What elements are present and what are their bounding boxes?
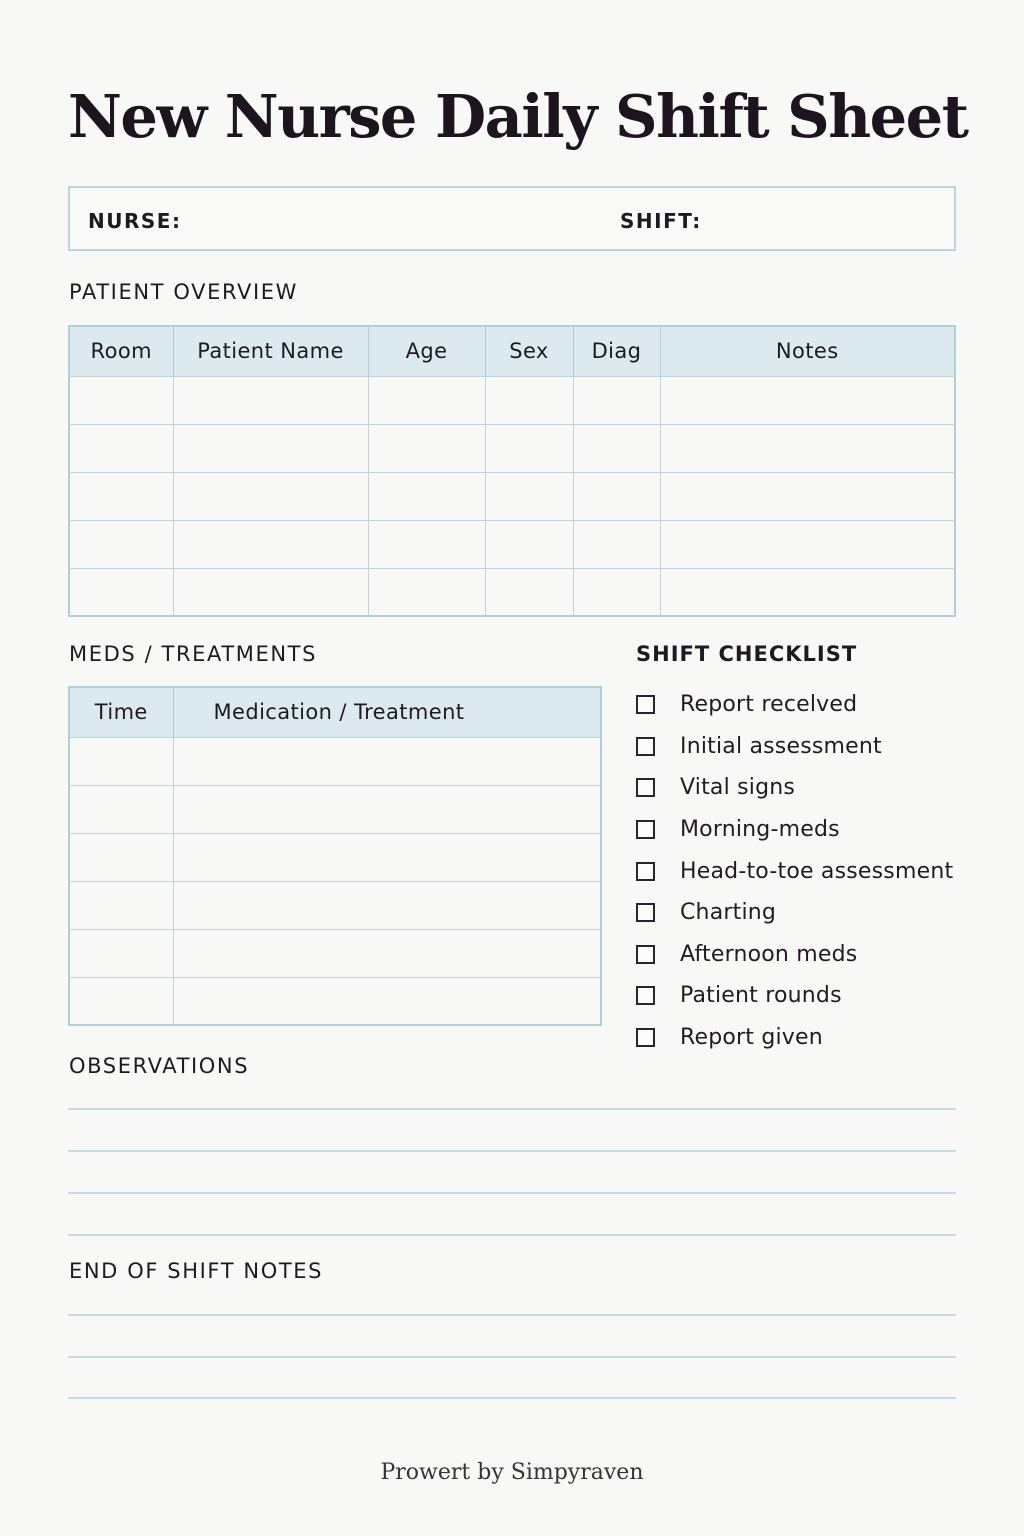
table-cell[interactable] [660, 472, 955, 520]
table-cell[interactable] [173, 977, 601, 1025]
checkbox[interactable] [636, 695, 655, 714]
table-cell[interactable] [573, 520, 660, 568]
table-cell[interactable] [69, 568, 173, 616]
checklist-item-label: Morning-meds [680, 817, 840, 843]
column-header: Patient Name [173, 326, 368, 376]
table-cell[interactable] [69, 376, 173, 424]
table-cell[interactable] [660, 520, 955, 568]
nurse-label: NURSE: [88, 209, 182, 233]
table-cell[interactable] [173, 424, 368, 472]
table-cell[interactable] [173, 737, 601, 785]
table-row [69, 737, 601, 785]
page-title: New Nurse Daily Shift Sheet [68, 82, 968, 151]
table-cell[interactable] [69, 881, 173, 929]
table-row [69, 376, 955, 424]
table-cell[interactable] [660, 568, 955, 616]
patient-overview-table [68, 325, 956, 617]
observations-line[interactable] [68, 1234, 956, 1236]
checkbox[interactable] [636, 820, 655, 839]
observations-line[interactable] [68, 1192, 956, 1194]
table-cell[interactable] [368, 424, 485, 472]
checklist-item[interactable] [636, 684, 953, 726]
table-cell[interactable] [368, 520, 485, 568]
table-cell[interactable] [69, 472, 173, 520]
table-cell[interactable] [173, 785, 601, 833]
table-cell[interactable] [573, 472, 660, 520]
checklist-heading: SHIFT CHECKLIST [636, 642, 858, 666]
column-header: Sex [485, 326, 573, 376]
checkbox[interactable] [636, 986, 655, 1005]
checklist-item[interactable] [636, 809, 953, 851]
checklist-item[interactable] [636, 850, 953, 892]
table-cell[interactable] [69, 520, 173, 568]
column-header: Room [69, 326, 173, 376]
table-cell[interactable] [485, 568, 573, 616]
column-header: Age [368, 326, 485, 376]
table-cell[interactable] [173, 929, 601, 977]
checklist-item[interactable] [636, 1017, 953, 1059]
column-header: Notes [660, 326, 955, 376]
table-cell[interactable] [173, 568, 368, 616]
table-header-row [69, 326, 955, 376]
table-cell[interactable] [660, 424, 955, 472]
checklist-item-label: Afternoon meds [680, 941, 858, 967]
end-of-shift-heading: END OF SHIFT NOTES [69, 1259, 324, 1283]
checkbox[interactable] [636, 737, 655, 756]
table-row [69, 472, 955, 520]
observations-line[interactable] [68, 1150, 956, 1152]
checklist-item[interactable] [636, 726, 953, 768]
meds-heading: MEDS / TREATMENTS [69, 642, 318, 666]
table-cell[interactable] [573, 568, 660, 616]
table-cell[interactable] [69, 977, 173, 1025]
observations-heading: OBSERVATIONS [69, 1054, 250, 1078]
checklist-item-label: Charting [680, 900, 777, 926]
table-cell[interactable] [69, 424, 173, 472]
table-row [69, 424, 955, 472]
table-cell[interactable] [368, 568, 485, 616]
table-cell[interactable] [69, 737, 173, 785]
nurse-shift-box[interactable] [68, 186, 956, 251]
notes-line[interactable] [68, 1397, 956, 1399]
table-row [69, 833, 601, 881]
table-cell[interactable] [485, 424, 573, 472]
checkbox[interactable] [636, 778, 655, 797]
checklist-item[interactable] [636, 975, 953, 1017]
meds-table [68, 686, 602, 1026]
table-cell[interactable] [368, 376, 485, 424]
table-row [69, 520, 955, 568]
checklist-item-label: Report recelved [680, 692, 858, 718]
table-cell[interactable] [485, 472, 573, 520]
table-cell[interactable] [368, 472, 485, 520]
checklist-item[interactable] [636, 892, 953, 934]
table-row [69, 881, 601, 929]
checklist-item-label: Head-to-toe assessment [680, 858, 954, 884]
table-cell[interactable] [173, 376, 368, 424]
table-cell[interactable] [660, 376, 955, 424]
column-header: Time [69, 687, 173, 737]
table-cell[interactable] [173, 881, 601, 929]
table-cell[interactable] [485, 376, 573, 424]
table-cell[interactable] [573, 424, 660, 472]
checklist-item-label: Vital signs [680, 775, 796, 801]
table-cell[interactable] [573, 376, 660, 424]
checklist-item-label: Report given [680, 1025, 823, 1051]
checkbox[interactable] [636, 1028, 655, 1047]
table-row [69, 785, 601, 833]
table-row [69, 568, 955, 616]
table-row [69, 929, 601, 977]
table-header-row [69, 687, 601, 737]
table-row [69, 977, 601, 1025]
checklist-item-label: Patient rounds [680, 983, 842, 1009]
table-cell[interactable] [69, 833, 173, 881]
column-header: Diag [573, 326, 660, 376]
checklist-item[interactable] [636, 767, 953, 809]
table-cell[interactable] [173, 520, 368, 568]
table-cell[interactable] [485, 520, 573, 568]
shift-checklist [636, 684, 953, 1058]
shift-label: SHIFT: [620, 209, 702, 233]
checkbox[interactable] [636, 862, 655, 881]
footer-credit: Prowert by Simpyraven [380, 1460, 644, 1485]
notes-line[interactable] [68, 1356, 956, 1358]
checkbox[interactable] [636, 903, 655, 922]
column-header: Medication / Treatment [173, 687, 601, 737]
table-cell[interactable] [173, 472, 368, 520]
notes-line[interactable] [68, 1314, 956, 1316]
table-cell[interactable] [69, 929, 173, 977]
checklist-item[interactable] [636, 934, 953, 976]
checkbox[interactable] [636, 945, 655, 964]
observations-line[interactable] [68, 1108, 956, 1110]
table-cell[interactable] [173, 833, 601, 881]
patient-overview-heading: PATIENT OVERVIEW [69, 280, 298, 304]
table-cell[interactable] [69, 785, 173, 833]
checklist-item-label: Initial assessment [680, 733, 882, 759]
